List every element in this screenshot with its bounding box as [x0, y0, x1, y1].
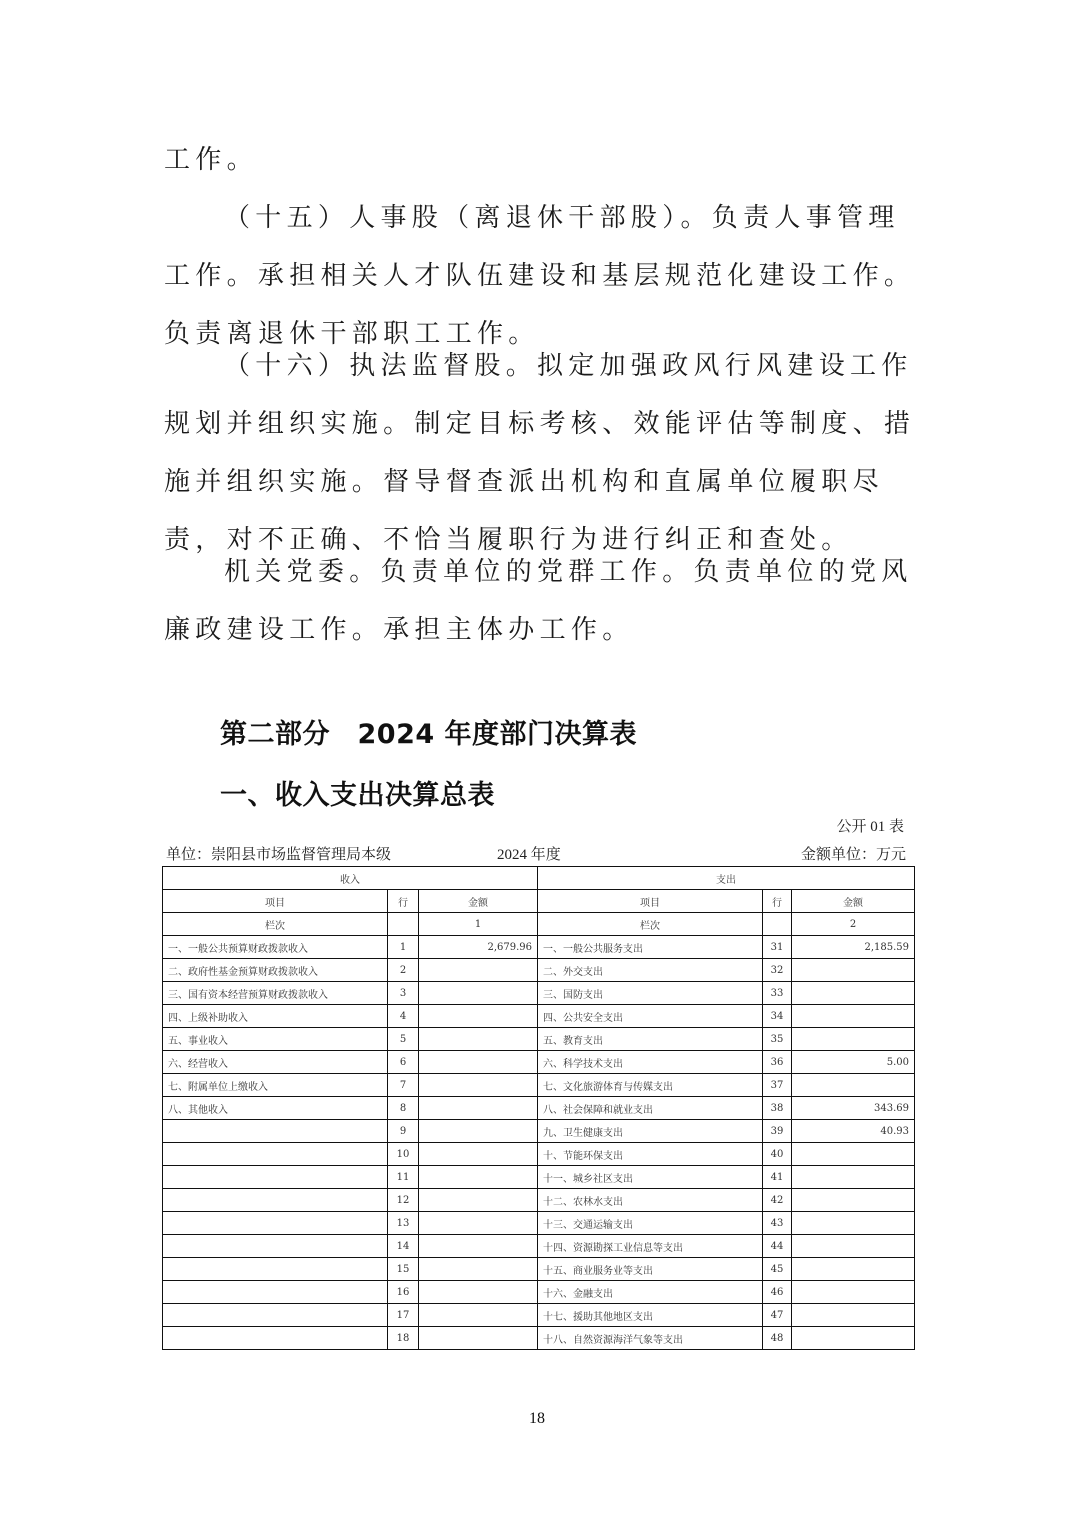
expense-item: 三、国防支出	[538, 982, 763, 1005]
income-amount	[419, 1120, 538, 1143]
expense-row-number: 32	[763, 959, 792, 982]
col-item-header: 项目	[538, 890, 763, 913]
expense-amount	[792, 959, 915, 982]
section-title: 第二部分 2024 年度部门决算表	[220, 719, 638, 750]
expense-row-number: 42	[763, 1189, 792, 1212]
expense-amount	[792, 1028, 915, 1051]
income-row-number: 15	[388, 1258, 419, 1281]
expense-item: 十三、交通运输支出	[538, 1212, 763, 1235]
income-item: 六、经营收入	[163, 1051, 388, 1074]
table-header-row	[163, 867, 915, 890]
expense-amount	[792, 1327, 915, 1350]
table-row	[163, 982, 915, 1005]
income-col-index: 1	[419, 913, 538, 936]
form-code: 公开 01 表	[836, 819, 904, 835]
income-item	[163, 1143, 388, 1166]
table-row	[163, 1189, 915, 1212]
table-row	[163, 1304, 915, 1327]
income-item	[163, 1235, 388, 1258]
expense-item: 十六、金融支出	[538, 1281, 763, 1304]
income-item: 三、国有资本经营预算财政拨款收入	[163, 982, 388, 1005]
income-item: 四、上级补助收入	[163, 1005, 388, 1028]
income-row-number: 1	[388, 936, 419, 959]
income-item: 五、事业收入	[163, 1028, 388, 1051]
income-row-number: 13	[388, 1212, 419, 1235]
expense-amount	[792, 1235, 915, 1258]
income-item	[163, 1281, 388, 1304]
expense-row-number: 36	[763, 1051, 792, 1074]
expense-amount	[792, 1143, 915, 1166]
table-row	[163, 1051, 915, 1074]
income-item	[163, 1304, 388, 1327]
expense-amount: 343.69	[792, 1097, 915, 1120]
income-expense-table	[162, 866, 915, 1350]
table-row	[163, 1327, 915, 1350]
expense-item: 十、节能环保支出	[538, 1143, 763, 1166]
income-row-number: 17	[388, 1304, 419, 1327]
expense-item: 七、文化旅游体育与传媒支出	[538, 1074, 763, 1097]
income-amount	[419, 1258, 538, 1281]
income-amount	[419, 1097, 538, 1120]
income-amount	[419, 1212, 538, 1235]
income-row-number: 9	[388, 1120, 419, 1143]
income-row-number: 11	[388, 1166, 419, 1189]
expense-item: 十一、城乡社区支出	[538, 1166, 763, 1189]
table-row	[163, 936, 915, 959]
income-amount	[419, 1166, 538, 1189]
income-item	[163, 1327, 388, 1350]
income-row-number: 3	[388, 982, 419, 1005]
expense-item: 四、公共安全支出	[538, 1005, 763, 1028]
expense-row-number: 43	[763, 1212, 792, 1235]
expense-row-number: 40	[763, 1143, 792, 1166]
income-amount	[419, 1143, 538, 1166]
expense-amount: 40.93	[792, 1120, 915, 1143]
expense-item: 十四、资源勘探工业信息等支出	[538, 1235, 763, 1258]
expense-amount	[792, 1304, 915, 1327]
income-amount	[419, 1189, 538, 1212]
expense-amount	[792, 1189, 915, 1212]
income-row-number: 14	[388, 1235, 419, 1258]
expense-row-number: 39	[763, 1120, 792, 1143]
table-row	[163, 1143, 915, 1166]
income-row-number: 10	[388, 1143, 419, 1166]
income-amount	[419, 1327, 538, 1350]
expense-item: 九、卫生健康支出	[538, 1120, 763, 1143]
expense-item: 十八、自然资源海洋气象等支出	[538, 1327, 763, 1350]
table-row	[163, 1005, 915, 1028]
expense-row-number: 41	[763, 1166, 792, 1189]
income-row-number: 7	[388, 1074, 419, 1097]
table-row	[163, 1212, 915, 1235]
income-row-number: 6	[388, 1051, 419, 1074]
income-item: 一、一般公共预算财政拨款收入	[163, 936, 388, 959]
income-item: 二、政府性基金预算财政拨款收入	[163, 959, 388, 982]
body-paragraph: （十五）人事股（离退休干部股）。负责人事管理工作。承担相关人才队伍建设和基层规范化建设工作。负责离退休干部职工工作。	[164, 203, 916, 349]
income-row-number: 8	[388, 1097, 419, 1120]
empty-cell	[388, 913, 419, 936]
expense-row-number: 45	[763, 1258, 792, 1281]
col-item-header: 项目	[163, 890, 388, 913]
expense-item: 二、外交支出	[538, 959, 763, 982]
income-amount	[419, 1304, 538, 1327]
expense-amount: 2,185.59	[792, 936, 915, 959]
income-item	[163, 1166, 388, 1189]
expense-row-number: 38	[763, 1097, 792, 1120]
body-paragraph: 工作。	[164, 145, 258, 175]
table-row	[163, 1281, 915, 1304]
expense-amount	[792, 1005, 915, 1028]
income-item: 八、其他收入	[163, 1097, 388, 1120]
expense-amount	[792, 1212, 915, 1235]
income-amount	[419, 1235, 538, 1258]
table-title: 一、收入支出决算总表	[220, 780, 495, 811]
table-row	[163, 1120, 915, 1143]
expense-row-number: 31	[763, 936, 792, 959]
expense-item: 六、科学技术支出	[538, 1051, 763, 1074]
income-header: 收入	[163, 867, 538, 890]
page-number: 18	[529, 1410, 545, 1427]
column-index-row	[163, 913, 915, 936]
table-row	[163, 1074, 915, 1097]
year-label: 2024 年度	[497, 847, 561, 863]
unit-label: 单位：崇阳县市场监督管理局本级	[166, 847, 392, 863]
income-item	[163, 1120, 388, 1143]
expense-col-index: 2	[792, 913, 915, 936]
income-amount	[419, 1028, 538, 1051]
income-row-number: 16	[388, 1281, 419, 1304]
currency-unit-label: 金额单位：万元	[800, 847, 906, 863]
table-row	[163, 959, 915, 982]
col-amount-header: 金额	[792, 890, 915, 913]
income-row-number: 18	[388, 1327, 419, 1350]
income-item	[163, 1189, 388, 1212]
income-row-number: 5	[388, 1028, 419, 1051]
expense-header: 支出	[538, 867, 915, 890]
income-amount	[419, 1005, 538, 1028]
col-row-header: 行	[763, 890, 792, 913]
income-amount	[419, 1281, 538, 1304]
income-item	[163, 1212, 388, 1235]
expense-row-number: 44	[763, 1235, 792, 1258]
body-paragraph: 机关党委。负责单位的党群工作。负责单位的党风廉政建设工作。承担主体办工作。	[164, 557, 913, 645]
income-row-number: 12	[388, 1189, 419, 1212]
expense-row-number: 47	[763, 1304, 792, 1327]
col-amount-header: 金额	[419, 890, 538, 913]
expense-amount	[792, 1258, 915, 1281]
income-item: 七、附属单位上缴收入	[163, 1074, 388, 1097]
expense-item: 八、社会保障和就业支出	[538, 1097, 763, 1120]
expense-amount: 5.00	[792, 1051, 915, 1074]
income-amount: 2,679.96	[419, 936, 538, 959]
income-item	[163, 1258, 388, 1281]
income-amount	[419, 982, 538, 1005]
col-index-label: 栏次	[163, 913, 388, 936]
expense-row-number: 48	[763, 1327, 792, 1350]
column-header-row	[163, 890, 915, 913]
body-paragraph: （十六）执法监督股。拟定加强政风行风建设工作规划并组织实施。制定目标考核、效能评估等制度、措施并组织实施。督导督查派出机构和直属单位履职尽责，对不正确、不恰当履职行为进行纠正和查处。	[164, 351, 916, 555]
expense-amount	[792, 1166, 915, 1189]
expense-row-number: 37	[763, 1074, 792, 1097]
expense-row-number: 46	[763, 1281, 792, 1304]
table-row	[163, 1097, 915, 1120]
expense-row-number: 34	[763, 1005, 792, 1028]
table-row	[163, 1235, 915, 1258]
expense-item: 十二、农林水支出	[538, 1189, 763, 1212]
table-row	[163, 1258, 915, 1281]
col-row-header: 行	[388, 890, 419, 913]
income-amount	[419, 1074, 538, 1097]
expense-row-number: 33	[763, 982, 792, 1005]
expense-amount	[792, 982, 915, 1005]
expense-amount	[792, 1074, 915, 1097]
income-row-number: 2	[388, 959, 419, 982]
empty-cell	[763, 913, 792, 936]
expense-item: 十七、援助其他地区支出	[538, 1304, 763, 1327]
expense-amount	[792, 1281, 915, 1304]
expense-item: 五、教育支出	[538, 1028, 763, 1051]
income-amount	[419, 959, 538, 982]
table-row	[163, 1028, 915, 1051]
expense-row-number: 35	[763, 1028, 792, 1051]
expense-item: 十五、商业服务业等支出	[538, 1258, 763, 1281]
expense-item: 一、一般公共服务支出	[538, 936, 763, 959]
col-index-label: 栏次	[538, 913, 763, 936]
income-amount	[419, 1051, 538, 1074]
income-row-number: 4	[388, 1005, 419, 1028]
table-row	[163, 1166, 915, 1189]
